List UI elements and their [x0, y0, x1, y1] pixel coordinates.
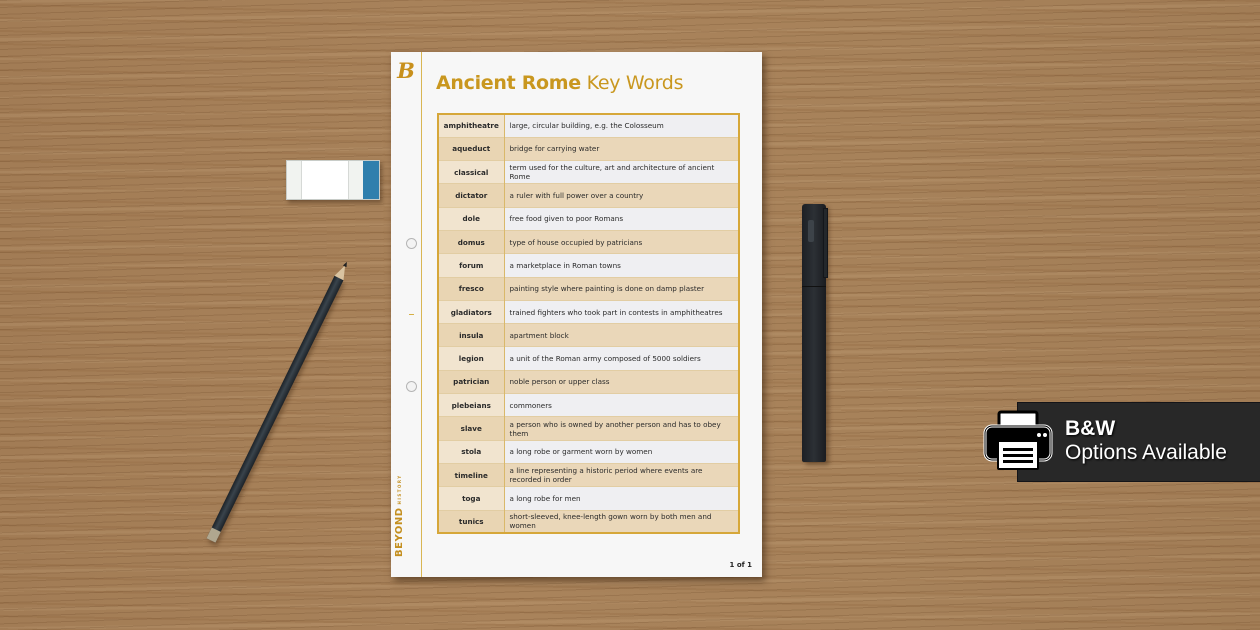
table-row — [438, 417, 739, 440]
key-words-table — [437, 113, 740, 534]
definition-cell: free food given to poor Romans — [504, 207, 739, 230]
badge-text — [1065, 417, 1227, 465]
term-cell: plebeians — [438, 394, 504, 417]
table-row — [438, 254, 739, 277]
definition-cell: noble person or upper class — [504, 370, 739, 393]
term-cell: slave — [438, 417, 504, 440]
page-indicator: 1 of 1 — [729, 561, 752, 569]
badge-title: B&W — [1065, 417, 1116, 440]
title-bold: Ancient Rome — [436, 72, 581, 94]
definition-cell: a long robe for men — [504, 487, 739, 510]
table-row — [438, 277, 739, 300]
printer-icon — [982, 410, 1054, 472]
worksheet — [391, 52, 762, 577]
punch-hole-marker — [406, 381, 417, 392]
table-row — [438, 394, 739, 417]
definition-cell: type of house occupied by patricians — [504, 230, 739, 253]
pen-clip — [823, 208, 828, 278]
table-row — [438, 440, 739, 463]
table-row — [438, 487, 739, 510]
term-cell: stola — [438, 440, 504, 463]
brand-sub: HISTORY — [396, 474, 402, 505]
pencil-tip — [335, 263, 350, 280]
term-cell: classical — [438, 161, 504, 184]
definition-cell: a long robe or garment worn by women — [504, 440, 739, 463]
title-regular: Key Words — [586, 72, 684, 94]
table-row — [438, 137, 739, 160]
definition-cell: apartment block — [504, 324, 739, 347]
definition-cell: large, circular building, e.g. the Colosseum — [504, 114, 739, 137]
eraser — [286, 160, 380, 200]
definition-cell: a unit of the Roman army composed of 5000 soldiers — [504, 347, 739, 370]
definition-cell: a marketplace in Roman towns — [504, 254, 739, 277]
table-row — [438, 510, 739, 533]
definition-cell: a line representing a historic period where events are recorded in order — [504, 463, 739, 486]
table-row — [438, 184, 739, 207]
term-cell: legion — [438, 347, 504, 370]
term-cell: tunics — [438, 510, 504, 533]
term-cell: forum — [438, 254, 504, 277]
pen — [802, 204, 826, 462]
table-row — [438, 114, 739, 137]
term-cell: aqueduct — [438, 137, 504, 160]
beyond-logo-icon: B — [397, 58, 415, 83]
eraser-sleeve — [301, 161, 349, 199]
definition-cell: trained fighters who took part in contests in amphitheatres — [504, 300, 739, 323]
pen-cap-window — [808, 220, 814, 242]
punch-hole-marker — [406, 238, 417, 249]
term-cell: domus — [438, 230, 504, 253]
definition-cell: bridge for carrying water — [504, 137, 739, 160]
table-row — [438, 347, 739, 370]
term-cell: fresco — [438, 277, 504, 300]
term-cell: gladiators — [438, 300, 504, 323]
table-row — [438, 207, 739, 230]
term-cell: amphitheatre — [438, 114, 504, 137]
definition-cell: a ruler with full power over a country — [504, 184, 739, 207]
term-cell: dole — [438, 207, 504, 230]
term-cell: dictator — [438, 184, 504, 207]
table-row — [438, 463, 739, 486]
table-row — [438, 300, 739, 323]
table-row — [438, 161, 739, 184]
table-row — [438, 370, 739, 393]
pen-cap-seam — [802, 286, 826, 287]
brand-main: BEYOND — [394, 507, 405, 557]
pencil — [207, 276, 344, 543]
term-cell: timeline — [438, 463, 504, 486]
definition-cell: painting style where painting is done on damp plaster — [504, 277, 739, 300]
definition-cell: commoners — [504, 394, 739, 417]
eraser-blue-end — [363, 161, 379, 199]
table-row — [438, 230, 739, 253]
definition-cell: a person who is owned by another person and has to obey them — [504, 417, 739, 440]
fold-mark — [409, 314, 414, 315]
definition-cell: short-sleeved, knee-length gown worn by both men and women — [504, 510, 739, 533]
pencil-end — [207, 527, 221, 542]
definition-cell: term used for the culture, art and architecture of ancient Rome — [504, 161, 739, 184]
worksheet-title — [436, 72, 683, 94]
term-cell: toga — [438, 487, 504, 510]
badge-subtitle: Options Available — [1065, 441, 1227, 464]
brand-label — [394, 474, 405, 557]
term-cell: insula — [438, 324, 504, 347]
margin-line — [421, 52, 422, 577]
term-cell: patrician — [438, 370, 504, 393]
table-row — [438, 324, 739, 347]
